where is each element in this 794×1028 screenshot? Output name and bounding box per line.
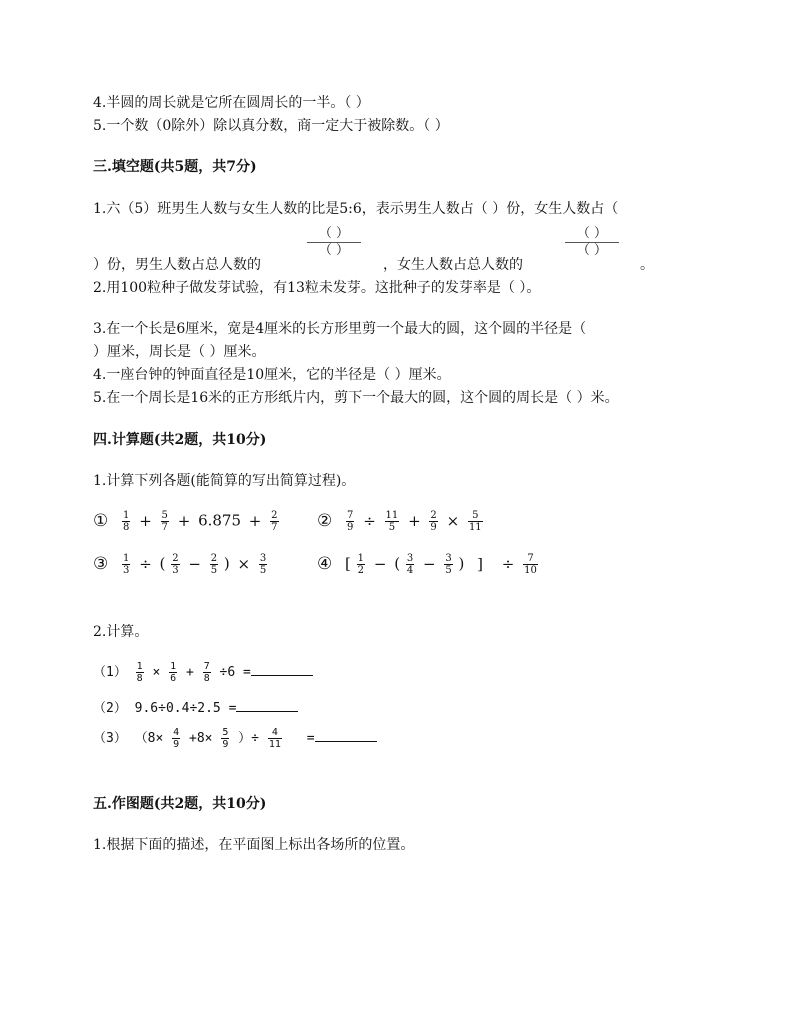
fraction: $\frac{4}{9}$ [173, 727, 180, 750]
fraction: $\frac{1}{8}$ [123, 510, 130, 533]
draw-question-1: 1.根据下面的描述，在平面图上标出各场所的位置。 [93, 837, 415, 853]
section-fill-heading: 三.填空题(共5题，共7分) [93, 159, 257, 175]
left-bracket: [ [345, 554, 351, 573]
fill-question-3-line2: ）厘米，周长是（ ）厘米。 [93, 344, 266, 360]
fill-question-1-line2a: ）份，男生人数占总人数的 [93, 257, 261, 273]
right-paren: ) [458, 554, 465, 573]
fraction: $\frac{1}{2}$ [357, 553, 365, 576]
expression-number: ④ [317, 553, 333, 574]
fraction: $\frac{7}{9}$ [347, 510, 354, 533]
operator: ÷ [139, 554, 152, 573]
fraction: $\frac{3}{5}$ [259, 553, 267, 576]
calc-expression-4 [317, 553, 539, 576]
fraction: $\frac{2}{3}$ [172, 553, 179, 576]
calc-expression-2 [317, 510, 484, 533]
fill-question-5: 5.在一个周长是16米的正方形纸片内，剪下一个最大的圆，这个圆的周长是（ ）米。 [93, 390, 619, 406]
fill-question-2: 2.用100粒种子做发芽试验，有13粒未发芽。这批种子的发芽率是（ ）。 [93, 280, 541, 296]
operator: + [139, 511, 152, 530]
fill-question-3-line1: 3.在一个长是6厘米，宽是4厘米的长方形里剪一个最大的圆，这个圆的半径是（ [93, 321, 587, 337]
fraction: $\frac{1}{8}$ [136, 661, 143, 684]
expression-part: ）÷ [238, 731, 259, 746]
operator: + [186, 665, 194, 680]
calc-sub-2 [93, 697, 298, 716]
fraction: $\frac{3}{5}$ [445, 553, 452, 576]
fill-question-1-line1: 1.六（5）班男生人数与女生人数的比是5:6，表示男生人数占（ ）份，女生人数占（ [93, 201, 619, 217]
blank-denominator: （ ） [318, 243, 350, 258]
fraction: $\frac{7}{8}$ [203, 661, 210, 684]
fraction: $\frac{2}{5}$ [210, 553, 218, 576]
expression-tail: ÷6 = [219, 665, 251, 680]
operator: − [188, 554, 201, 573]
operator: + [248, 511, 262, 530]
fraction: $\frac{2}{9}$ [430, 510, 437, 533]
fraction: $\frac{2}{7}$ [271, 510, 278, 533]
expression-tail: = [306, 731, 315, 746]
fill-question-4: 4.一座台钟的钟面直径是10厘米，它的半径是（ ）厘米。 [93, 367, 451, 383]
left-paren: ( [159, 554, 166, 573]
fill-question-1-line2c: 。 [640, 257, 654, 273]
operator: × [152, 665, 161, 680]
fraction: $\frac{7}{10}$ [524, 553, 537, 576]
answer-blank[interactable] [251, 675, 313, 676]
answer-blank[interactable] [315, 741, 377, 742]
operator: × [446, 511, 460, 530]
sub-label: （3） [93, 731, 127, 746]
judge-question-4: 4.半圆的周长就是它所在圆周长的一半。（ ） [93, 95, 370, 111]
calc-expression-3 [93, 553, 268, 576]
section-calc-heading: 四.计算题(共2题，共10分) [93, 432, 267, 448]
answer-blank[interactable] [236, 711, 298, 712]
blank-numerator: （ ） [318, 226, 350, 241]
fraction: $\frac{5}{11}$ [468, 510, 482, 533]
fraction: $\frac{5}{9}$ [222, 727, 229, 750]
calc-sub-1 [93, 661, 313, 684]
right-paren: ) [223, 554, 230, 573]
operator: ÷ [363, 511, 376, 530]
left-paren: ( [394, 554, 401, 573]
expression: 9.6÷0.4÷2.5 = [134, 701, 237, 716]
fraction: $\frac{4}{11}$ [268, 727, 281, 750]
calc-question-2: 2.计算。 [93, 624, 149, 640]
sub-label: （2） [93, 701, 127, 716]
calc-question-1: 1.计算下列各题(能简算的写出简算过程)。 [93, 473, 356, 489]
blank-denominator: （ ） [576, 243, 608, 258]
fraction: $\frac{1}{3}$ [123, 553, 130, 576]
expression-number: ① [93, 510, 109, 531]
expression-number: ③ [93, 553, 109, 574]
expression-part: +8× [189, 731, 213, 746]
operator: + [177, 511, 191, 530]
expression-number: ② [317, 510, 333, 531]
blank-fraction-girls [563, 226, 621, 259]
operator: − [373, 554, 387, 573]
fraction: $\frac{5}{7}$ [161, 510, 168, 533]
right-bracket: ] [477, 554, 483, 573]
calc-sub-3 [93, 727, 377, 750]
calc-expression-1 [93, 510, 280, 533]
expression-part: （8× [134, 731, 164, 746]
fraction: $\frac{3}{4}$ [406, 553, 414, 576]
blank-numerator: （ ） [576, 226, 608, 241]
fraction: $\frac{11}{5}$ [385, 510, 399, 533]
judge-question-5: 5.一个数（0除外）除以真分数，商一定大于被除数。（ ） [93, 118, 449, 134]
fraction: $\frac{1}{6}$ [170, 661, 177, 684]
fill-question-1-line2b: ，女生人数占总人数的 [383, 257, 523, 273]
blank-fraction-boys [305, 226, 363, 259]
decimal-number: 6.875 [198, 511, 242, 530]
section-draw-heading: 五.作图题(共2题，共10分) [93, 796, 267, 812]
operator: + [408, 511, 421, 530]
sub-label: （1） [93, 665, 127, 680]
operator: × [237, 554, 251, 573]
operator: − [422, 554, 436, 573]
operator: ÷ [501, 554, 515, 573]
